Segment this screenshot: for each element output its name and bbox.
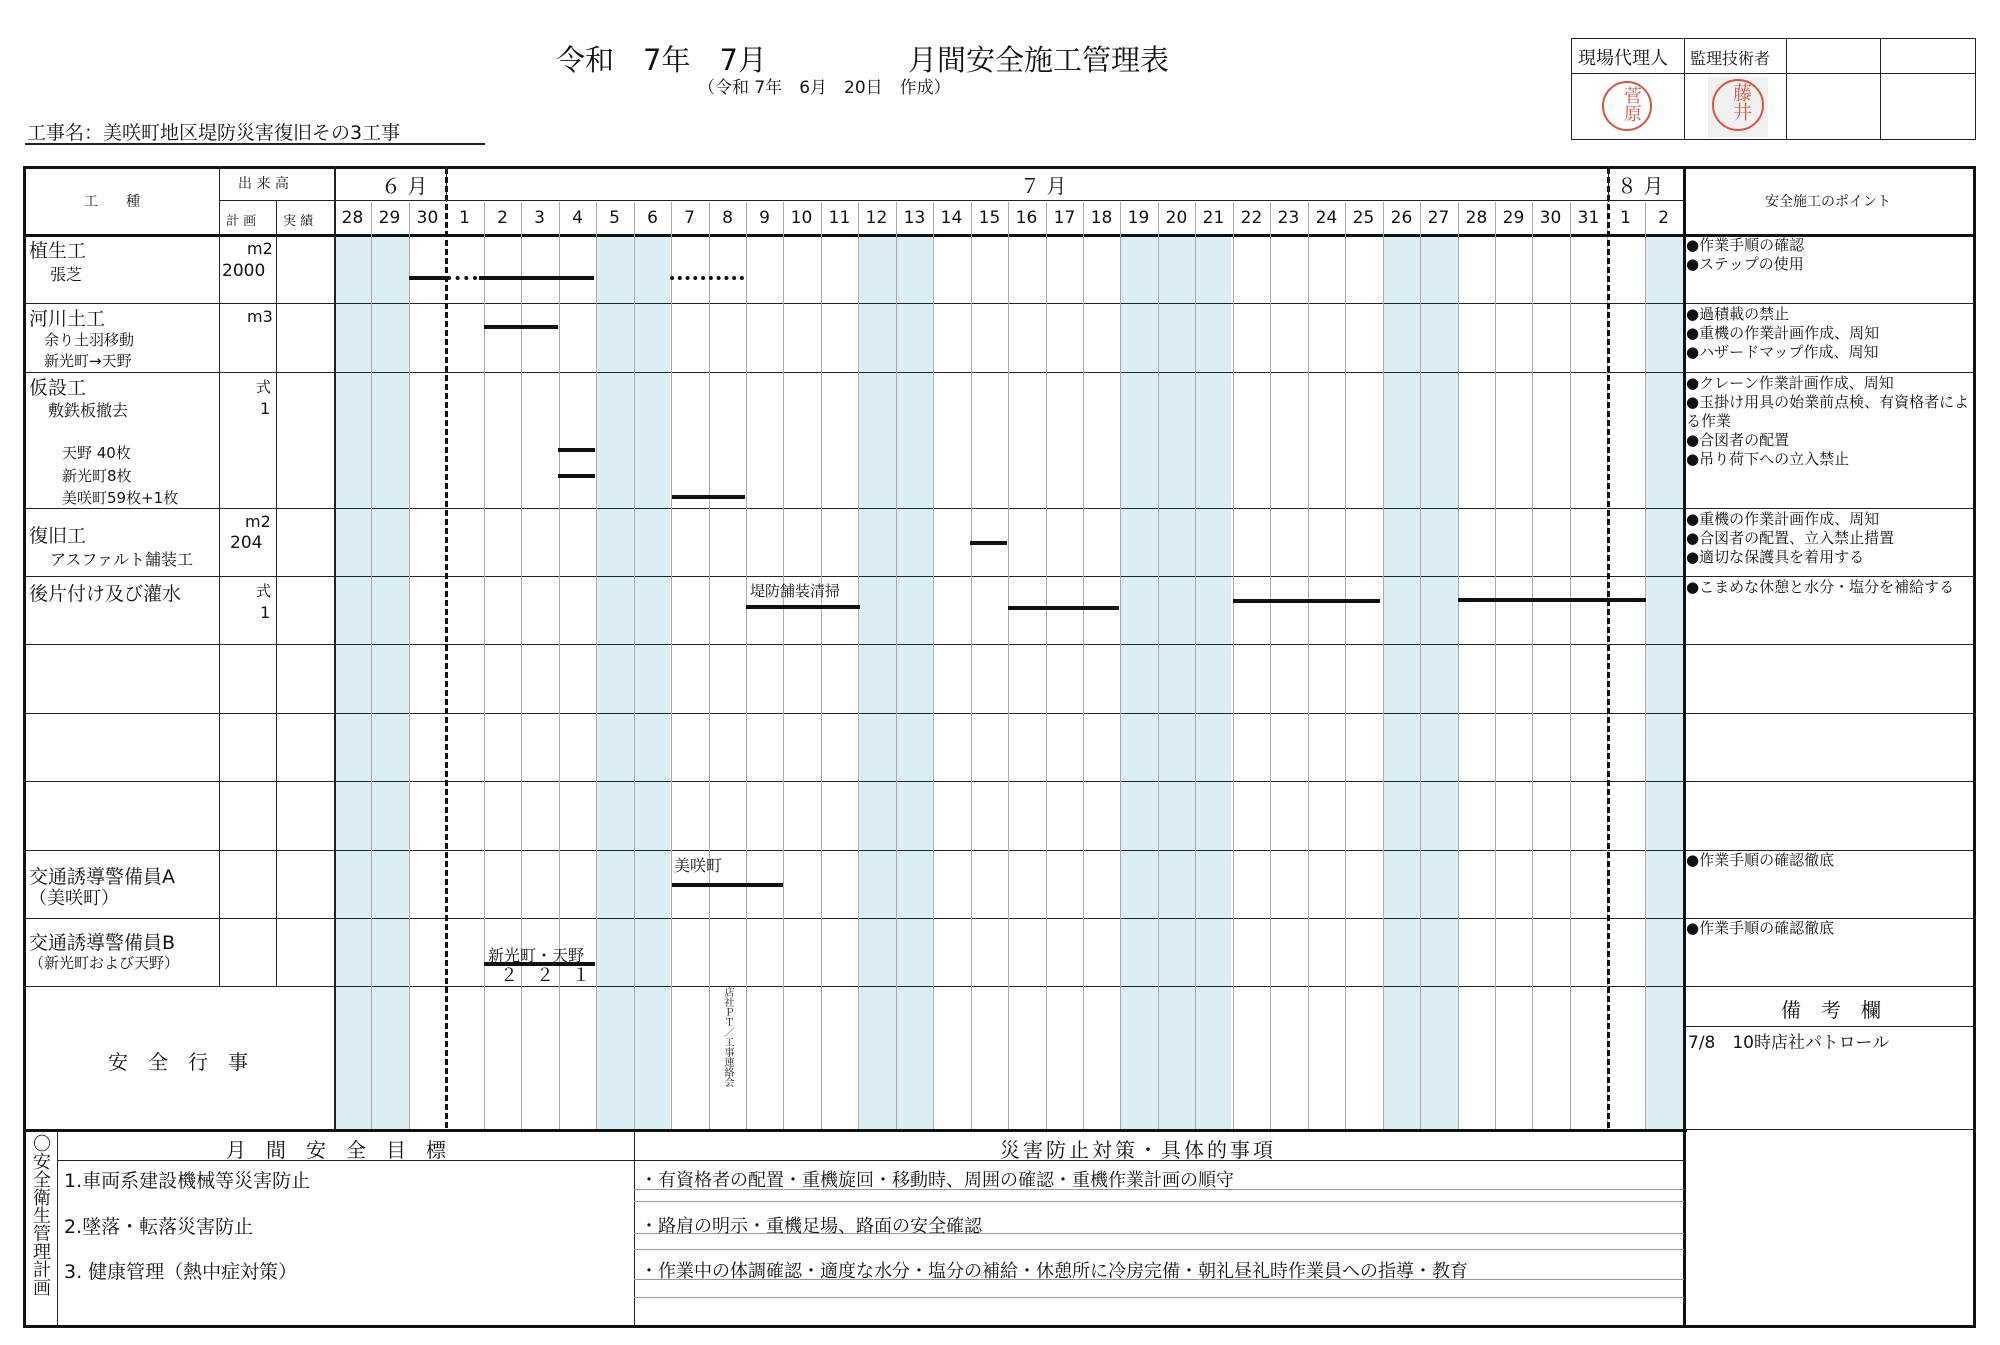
row-atokatazuke-unit: 式 <box>256 582 272 600</box>
bar-cleaning-2 <box>1008 606 1119 610</box>
remarks-label: 備 考 欄 <box>1781 998 1881 1022</box>
month-sep-jul <box>445 168 448 1128</box>
row-guard-a-name: 交通誘導警備員A <box>29 866 175 888</box>
row-kasetsu-sub1: 敷鉄板撤去 <box>48 401 129 420</box>
label-cleaning: 堤防舗装清掃 <box>750 582 841 600</box>
day-number: 28 <box>341 208 364 228</box>
day-number: 30 <box>1539 208 1562 228</box>
day-grid-line <box>1008 202 1009 1129</box>
day-number: 12 <box>865 208 888 228</box>
row-kasetsu-sub4: 新光町8枚 <box>62 467 132 485</box>
goal-2: 2.墜落・転落災害防止 <box>64 1216 254 1238</box>
row-kasetsu-sub3: 天野 40枚 <box>62 444 131 462</box>
bar-cleaning-3 <box>1233 599 1380 603</box>
bar-kasen <box>484 325 558 329</box>
day-grid-line <box>1532 202 1533 1129</box>
project-underline <box>25 143 485 145</box>
day-grid-line <box>409 202 410 1129</box>
day-grid-line <box>1645 202 1646 1129</box>
day-grid-line <box>1233 202 1234 1129</box>
day-number: 14 <box>940 208 963 228</box>
safety-events-label: 安 全 行 事 <box>108 1050 248 1074</box>
day-grid-line <box>1158 202 1159 1129</box>
day-number: 9 <box>759 208 770 228</box>
day-grid-line <box>1345 202 1346 1129</box>
points-atokatazuke: ●こまめな休憩と水分・塩分を補給する <box>1686 578 1955 596</box>
day-number: 25 <box>1352 208 1375 228</box>
day-number: 21 <box>1202 208 1225 228</box>
day-grid-line <box>521 202 522 1129</box>
day-grid-line <box>709 202 710 1129</box>
day-grid-line <box>783 202 784 1129</box>
day-number: 1 <box>459 208 470 228</box>
day-grid-line <box>1195 202 1196 1129</box>
bar-shokusei-1 <box>409 276 445 280</box>
bar-shokusei-dotted-2 <box>670 276 744 280</box>
bar-cleaning-4 <box>1458 598 1646 602</box>
day-number: 20 <box>1165 208 1188 228</box>
day-number: 29 <box>1502 208 1525 228</box>
points-shokusei: ●作業手順の確認 ●ステップの使用 <box>1686 236 1805 273</box>
label-shinko-amano: 新光町・天野 <box>488 946 585 965</box>
header-month-aug: ８ 月 <box>1617 174 1664 198</box>
day-number: 24 <box>1315 208 1338 228</box>
row-kasetsu-unit: 式 <box>256 378 272 396</box>
row-kasen-sub1: 余り土羽移動 <box>44 331 135 349</box>
header-month-jul: ７ 月 <box>1020 174 1067 198</box>
day-number: 3 <box>534 208 545 228</box>
guard-counts: ２ ２ １ <box>500 965 590 986</box>
patrol-event: 店社ＰＴ／工事連絡会 <box>722 987 733 1087</box>
row-shokusei-name: 植生工 <box>29 240 87 262</box>
day-number: 11 <box>828 208 851 228</box>
row-kasetsu-sub5: 美咲町59枚+1枚 <box>62 489 179 507</box>
day-grid-line <box>896 202 897 1129</box>
row-guard-b-sub: （新光町および天野） <box>29 954 180 972</box>
day-grid-line <box>1270 202 1271 1129</box>
day-grid-line <box>933 202 934 1129</box>
day-number: 31 <box>1577 208 1600 228</box>
day-number: 15 <box>978 208 1001 228</box>
day-number: 5 <box>609 208 620 228</box>
day-grid-line <box>858 202 859 1129</box>
day-grid-line <box>1383 202 1384 1129</box>
day-number: 13 <box>903 208 926 228</box>
row-fukkyu-qty: 204 <box>230 533 263 553</box>
header-output: 出 来 高 <box>238 176 289 192</box>
day-number: 29 <box>378 208 401 228</box>
day-number: 28 <box>1465 208 1488 228</box>
day-grid-line <box>746 202 747 1129</box>
day-grid-line <box>671 202 672 1129</box>
day-number: 8 <box>722 208 733 228</box>
day-number: 7 <box>684 208 695 228</box>
header-points: 安全施工のポイント <box>1765 194 1891 210</box>
day-grid-line <box>1046 202 1047 1129</box>
day-number: 2 <box>1658 208 1669 228</box>
day-number: 23 <box>1277 208 1300 228</box>
day-number: 2 <box>497 208 508 228</box>
goal-3: 3. 健康管理（熱中症対策） <box>64 1261 298 1283</box>
day-grid-line <box>559 202 560 1129</box>
row-kasen-sub2: 新光町→天野 <box>44 352 132 370</box>
measures-header: 災害防止対策・具体的事項 <box>1000 1138 1276 1162</box>
day-grid-line <box>484 202 485 1129</box>
day-grid-line <box>1420 202 1421 1129</box>
month-sep-aug <box>1607 168 1610 1128</box>
day-number: 4 <box>572 208 583 228</box>
points-kasetsu: ●クレーン作業計画作成、周知 ●玉掛け用具の始業前点検、有資格者による作業 ●合図者の配置 ●吊り荷下への立入禁止 <box>1686 374 1970 468</box>
day-number: 6 <box>647 208 658 228</box>
page-title: 月間安全施工管理表 <box>908 43 1170 77</box>
day-grid-line <box>371 202 372 1129</box>
row-guard-a-sub: （美咲町） <box>29 888 119 909</box>
header-month-jun: ６ 月 <box>381 174 428 198</box>
row-kasen-name: 河川土工 <box>29 308 106 330</box>
header-actual: 実 績 <box>283 214 314 229</box>
measure-1: ・有資格者の配置・重機旋回・移動時、周囲の確認・重機作業計画の順守 <box>640 1170 1234 1191</box>
row-kasen-unit: m3 <box>247 307 273 326</box>
day-grid-line <box>596 202 597 1129</box>
bar-kasetsu-misaki <box>672 495 745 499</box>
row-atokatazuke-name: 後片付け及び灌水 <box>29 583 182 605</box>
subtitle: （令和 7年 6月 20日 作成） <box>698 78 951 98</box>
points-guard-b: ●作業手順の確認徹底 <box>1686 919 1835 937</box>
day-number: 22 <box>1240 208 1263 228</box>
stamp-box <box>1571 38 1976 140</box>
day-grid-line <box>634 202 635 1129</box>
bar-kasetsu-amano <box>558 448 595 452</box>
stamp-label-site-agent: 現場代理人 <box>1578 48 1668 69</box>
day-number: 19 <box>1127 208 1150 228</box>
day-number: 26 <box>1390 208 1413 228</box>
bar-fukkyu <box>970 541 1007 545</box>
row-shokusei-unit: m2 <box>247 239 273 258</box>
measure-3: ・作業中の体調確認・適度な水分・塩分の補給・休憩所に冷房完備・朝礼昼礼時作業員への指導・教育 <box>640 1261 1468 1282</box>
row-fukkyu-unit: m2 <box>245 512 271 531</box>
day-grid-line <box>821 202 822 1129</box>
seal-sugawara: 菅原 <box>1602 81 1652 131</box>
header-work-type: 工 種 <box>84 194 140 210</box>
bar-shokusei-2 <box>479 276 594 280</box>
row-kasetsu-qty: 1 <box>260 399 271 418</box>
bar-cleaning-1 <box>746 605 860 609</box>
row-fukkyu-name: 復旧工 <box>29 525 87 547</box>
label-misaki: 美咲町 <box>674 856 723 875</box>
title-era: 令和 7年 7月 <box>556 43 767 77</box>
row-kasetsu-name: 仮設工 <box>29 377 87 399</box>
day-grid-line <box>1458 202 1459 1129</box>
seal-fujii: 藤井 <box>1708 77 1768 137</box>
goals-header: 月 間 安 全 目 標 <box>226 1138 446 1162</box>
day-number: 10 <box>790 208 813 228</box>
bar-shokusei-dotted-1 <box>447 276 477 280</box>
points-kasen: ●過積載の禁止 ●重機の作業計画作成、周知 ●ハザードマップ作成、周知 <box>1686 305 1880 361</box>
project-name: 工事名：美咲町地区堤防災害復旧その3工事 <box>27 122 401 144</box>
day-grid-line <box>1570 202 1571 1129</box>
points-guard-a: ●作業手順の確認徹底 <box>1686 851 1835 869</box>
row-atokatazuke-qty: 1 <box>260 603 271 622</box>
goal-1: 1.車両系建設機械等災害防止 <box>64 1170 311 1192</box>
day-grid-line <box>1120 202 1121 1129</box>
day-grid-line <box>1495 202 1496 1129</box>
bar-kasetsu-shinko <box>558 474 595 478</box>
day-grid-line <box>1308 202 1309 1129</box>
day-grid-line <box>1083 202 1084 1129</box>
day-number: 18 <box>1090 208 1113 228</box>
row-fukkyu-sub: アスファルト舗装工 <box>50 550 194 569</box>
remarks-text: 7/8 10時店社パトロール <box>1688 1033 1890 1053</box>
day-number: 16 <box>1015 208 1038 228</box>
plan-side-label: 〇安全衛生管理計画 <box>30 1134 51 1296</box>
stamp-label-supervisor: 監理技術者 <box>1690 49 1771 68</box>
day-grid-line <box>971 202 972 1129</box>
measure-2: ・路肩の明示・重機足場、路面の安全確認 <box>640 1216 982 1237</box>
row-shokusei-qty: 2000 <box>222 261 266 281</box>
day-number: 30 <box>416 208 439 228</box>
day-number: 17 <box>1053 208 1076 228</box>
bar-guard-a <box>672 883 783 887</box>
row-guard-b-name: 交通誘導警備員B <box>29 932 176 954</box>
day-number: 1 <box>1620 208 1631 228</box>
header-plan: 計 画 <box>226 214 257 229</box>
row-shokusei-sub: 張芝 <box>50 265 83 284</box>
day-number: 27 <box>1427 208 1450 228</box>
points-fukkyu: ●重機の作業計画作成、周知 ●合図者の配置、立入禁止措置 ●適切な保護具を着用する <box>1686 510 1895 566</box>
